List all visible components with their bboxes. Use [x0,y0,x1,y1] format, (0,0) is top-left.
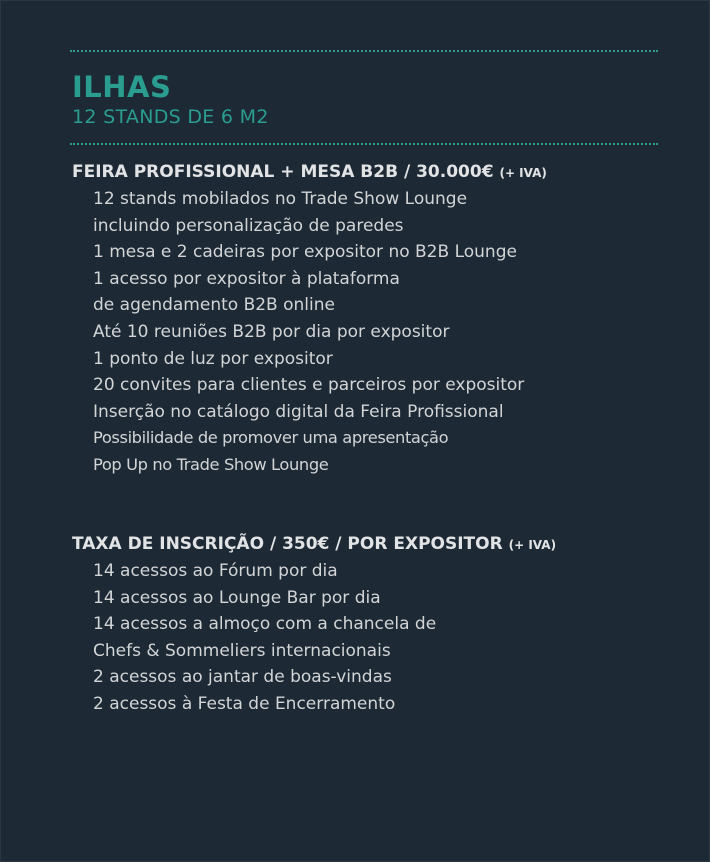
dotted-divider-middle [70,143,658,145]
list-item: 14 acessos a almoço com a chancela de [93,614,437,635]
dotted-divider-top [70,50,658,52]
item-list [72,558,692,718]
page-subtitle: 12 STANDS DE 6 M2 [72,106,269,128]
list-item: Até 10 reuniões B2B por dia por expositor [93,321,450,342]
iva-note: (+ IVA) [508,538,557,552]
section-heading [72,531,692,558]
section-heading [72,159,692,186]
list-item: incluindo personalização de paredes [93,215,404,236]
section-feira-profissional [72,159,692,479]
list-item: 1 acesso por expositor à plataforma [93,268,400,289]
list-item: 12 stands mobilados no Trade Show Lounge [93,189,468,209]
page-title: ILHAS [72,70,172,104]
list-item: Pop Up no Trade Show Lounge [93,454,329,474]
list-item: de agendamento B2B online [93,295,335,316]
section-heading-text: TAXA DE INSCRIÇÃO / 350€ / POR EXPOSITOR [72,534,503,554]
list-item: 1 mesa e 2 cadeiras por expositor no B2B Lounge [93,242,517,263]
list-item: 14 acessos ao Fórum por dia [93,561,338,581]
list-item: 20 convites para clientes e parceiros por expositor [93,375,525,396]
list-item: Chefs & Sommeliers internacionais [93,640,391,661]
section-taxa-inscricao [72,531,692,718]
list-item: 14 acessos ao Lounge Bar por dia [93,587,381,608]
iva-note: (+ IVA) [499,166,547,180]
list-item: 1 ponto de luz por expositor [93,348,333,369]
list-item: 2 acessos ao jantar de boas-vindas [93,667,392,688]
list-item: Possibilidade de promover uma apresentação [93,428,449,448]
list-item: 2 acessos à Festa de Encerramento [93,693,396,714]
section-heading-text: FEIRA PROFISSIONAL + MESA B2B / 30.000€ [72,162,494,182]
list-item: Inserção no catálogo digital da Feira Profissional [93,401,504,422]
item-list [72,186,692,479]
